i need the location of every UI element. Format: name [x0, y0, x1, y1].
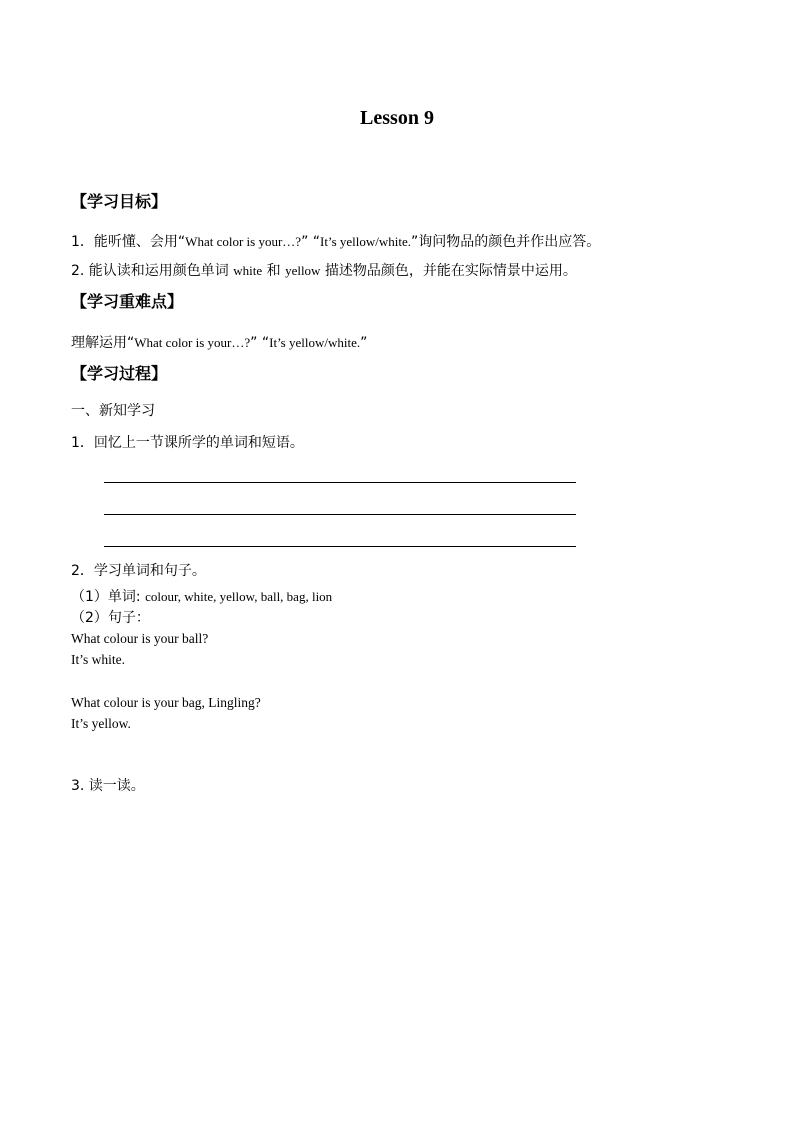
key-points-answer: It’s yellow/white. [269, 335, 361, 350]
objective-1-prefix: 1．能听懂、会用“ [71, 234, 186, 250]
objective-2-word-yellow: yellow [285, 263, 321, 278]
objective-2-suffix: 描述物品颜色，并能在实际情景中运用。 [320, 263, 577, 279]
sentences-label: （2）句子： [71, 610, 150, 626]
objective-1-answer: It’s yellow/white. [320, 234, 412, 249]
sentence-2: It’s white. [71, 652, 125, 667]
sentence-3: What colour is your bag, Lingling? [71, 695, 261, 710]
key-points-heading: 【学习重难点】 [71, 292, 184, 311]
words-line [71, 588, 332, 606]
objective-1-mid: ” “ [301, 234, 321, 250]
sentence-1: What colour is your ball? [71, 631, 209, 646]
key-points-mid: ” “ [250, 335, 270, 351]
process-part-1: 一、新知学习 [71, 403, 155, 419]
answer-blank-line[interactable] [104, 482, 576, 483]
process-step-1: 1．回忆上一节课所学的单词和短语。 [71, 435, 304, 451]
key-points-question: What color is your…? [134, 335, 251, 350]
objective-2-word-white: white [233, 263, 263, 278]
objective-1-suffix: ”询问物品的颜色并作出应答。 [411, 234, 601, 250]
words-list: colour, white, yellow, ball, bag, lion [145, 589, 333, 604]
words-prefix: （1）单词: [71, 589, 146, 605]
objective-item-2 [71, 262, 577, 280]
objective-1-question: What color is your…? [185, 234, 302, 249]
answer-blank-line[interactable] [104, 514, 576, 515]
page-title: Lesson 9 [360, 107, 434, 129]
key-points-suffix: ” [360, 335, 368, 351]
objective-item-1 [71, 233, 600, 251]
objective-2-mid: 和 [262, 263, 286, 279]
key-points-prefix: 理解运用“ [71, 335, 135, 351]
process-step-2: 2．学习单词和句子。 [71, 563, 206, 579]
process-step-3: 3. 读一读。 [71, 778, 145, 794]
key-points-text [71, 334, 367, 352]
process-heading: 【学习过程】 [71, 364, 168, 383]
objective-2-prefix: 2. 能认读和运用颜色单词 [71, 263, 234, 279]
answer-blank-line[interactable] [104, 546, 576, 547]
objectives-heading: 【学习目标】 [71, 192, 168, 211]
sentence-4: It’s yellow. [71, 716, 131, 731]
